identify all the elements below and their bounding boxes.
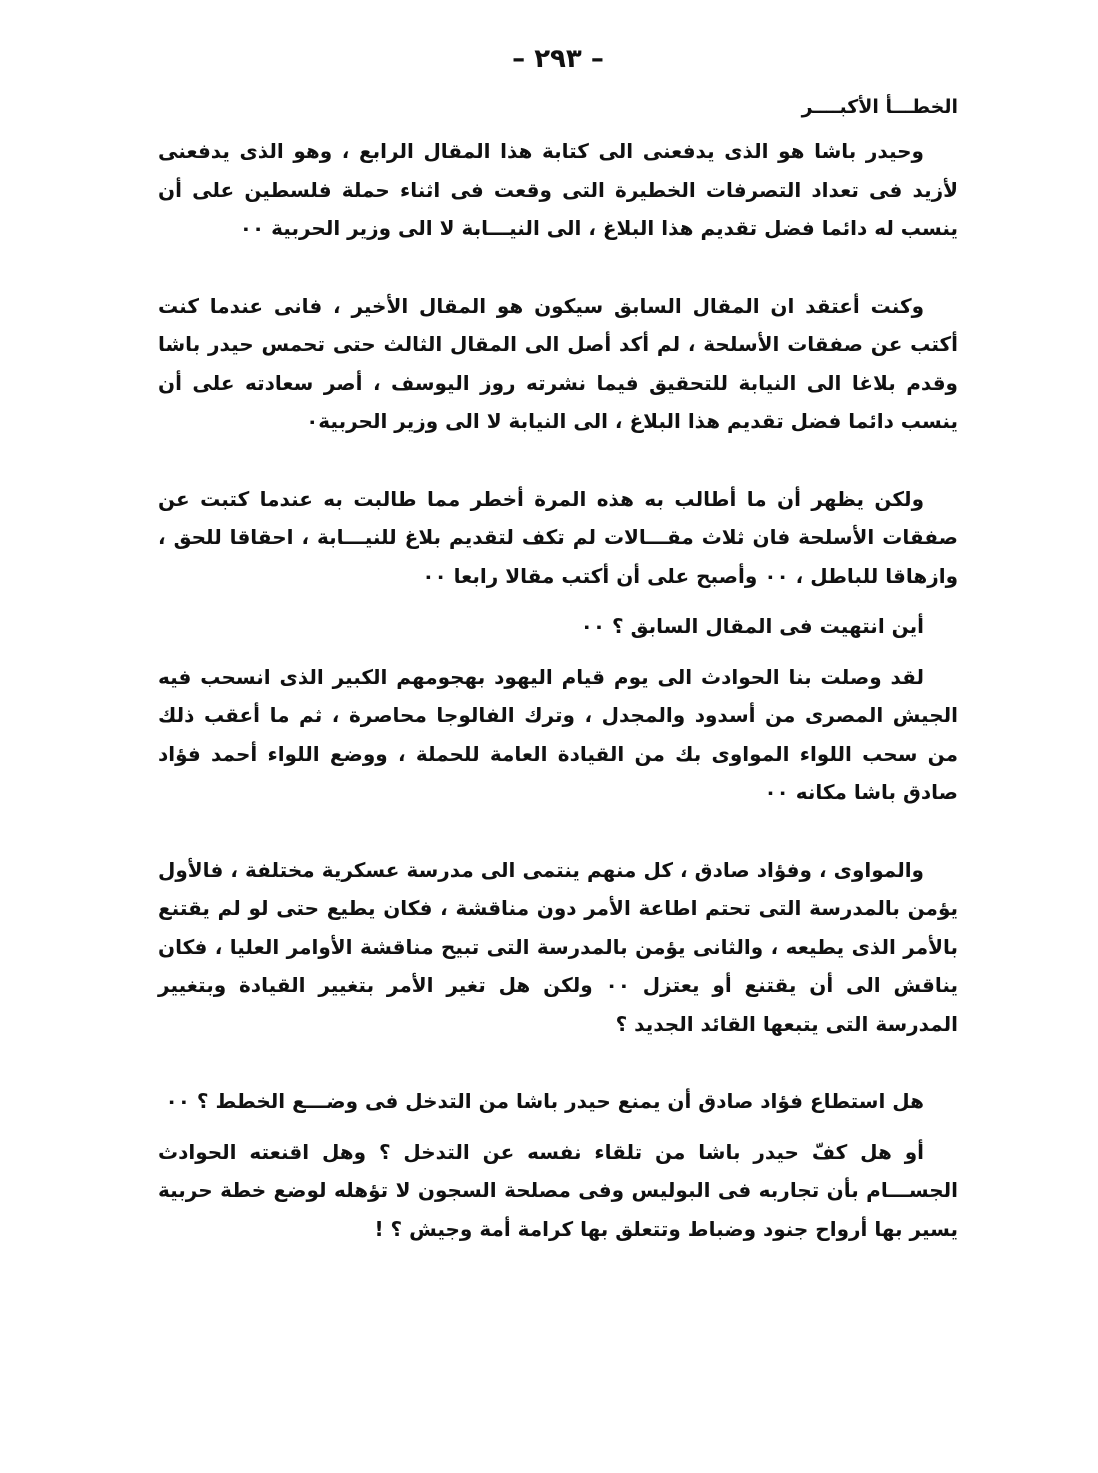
- paragraph-6: والمواوى ، وفؤاد صادق ، كل منهم ينتمى الى مدرسة عسكرية مختلفة ، فالأول يؤمن بالمدرسة التى تحتم اطاعة الأمر دون مناقشة ، فكان يطيع حتى لو لم يقتنع بالأمر الذى يطيعه ، والثانى يؤمن بالمدرسة التى تبيح مناقشة الأوامر العليا ، فكان يناقش الى أن يقتنع أو يعتزل ٠٠ ولكن هل تغير الأمر بتغيير القيادة وبتغيير المدرسة التى يتبعها القائد الجديد ؟: [158, 857, 958, 1036]
- paragraph-spacer: [158, 812, 958, 851]
- paragraph-3: ولكن يظهر أن ما أطالب به هذه المرة أخطر مما طالبت به عندما كتبت عن صفقات الأسلحة فان ثلاث مقـــالات لم تكف لتقديم بلاغ للنيـــابة ، احقاقا للحق ، وازهاقا للباطل ، ٠٠ وأصبح على أن أكتب مقالا رابعا ٠٠: [158, 486, 958, 588]
- page-number: – ٢٩٣ –: [512, 44, 604, 74]
- paragraph-7: هل استطاع فؤاد صادق أن يمنع حيدر باشا من التدخل فى وضـــع الخطط ؟ ٠٠: [165, 1089, 924, 1113]
- paragraph-spacer: [158, 1121, 958, 1133]
- paragraph-8: أو هل كفّ حيدر باشا من تلقاء نفسه عن التدخل ؟ وهل اقنعته الحوادث الجســـام بأن تجاربه فى البوليس وفى مصلحة السجون لا تؤهله لوضع خطة حربية يسير بها أرواح جنود وضباط وتتعلق بها كرامة أمة وجيش ؟ !: [158, 1139, 958, 1241]
- paragraph-2: وكنت أعتقد ان المقال السابق سيكون هو المقال الأخير ، فانى عندما كنت أكتب عن صفقات الأسلحة ، لم أكد أصل الى المقال الثالث حتى تحمس حيدر باشا وقدم بلاغا الى النيابة للتحقيق فيما نشرته روز اليوسف ، أصر سعادته على أن ينسب دائما فضل تقديم هذا البلاغ ، الى النيابة لا الى وزير الحربية٠: [158, 293, 958, 433]
- paragraph-spacer: [158, 441, 958, 480]
- paragraph-1: وحيدر باشا هو الذى يدفعنى الى كتابة هذا المقال الرابع ، وهو الذى يدفعنى لأزيد فى تعداد التصرفات الخطيرة التى وقعت فى اثناء حملة فلسطين على أن ينسب له دائما فضل تقديم هذا البلاغ ، الى النيـــابة لا الى وزير الحربية ٠٠: [158, 139, 958, 240]
- paragraph-5: لقد وصلت بنا الحوادث الى يوم قيام اليهود بهجومهم الكبير الذى انسحب فيه الجيش المصرى من أسدود والمجدل ، وترك الفالوجا محاصرة ، ثم ما أعقب ذلك من سحب اللواء المواوى بك من القيادة العامة للحملة ، ووضع اللواء أحمد فؤاد صادق باشا مكانه ٠٠: [158, 664, 958, 804]
- paragraph-spacer: [158, 248, 958, 287]
- paragraph-spacer: [158, 646, 958, 658]
- paragraph-spacer: [158, 595, 958, 607]
- paragraph-spacer: [158, 1043, 958, 1082]
- section-heading: الخطـــأ الأكبــــر: [801, 96, 958, 118]
- paragraph-4: أين انتهيت فى المقال السابق ؟ ٠٠: [580, 614, 924, 638]
